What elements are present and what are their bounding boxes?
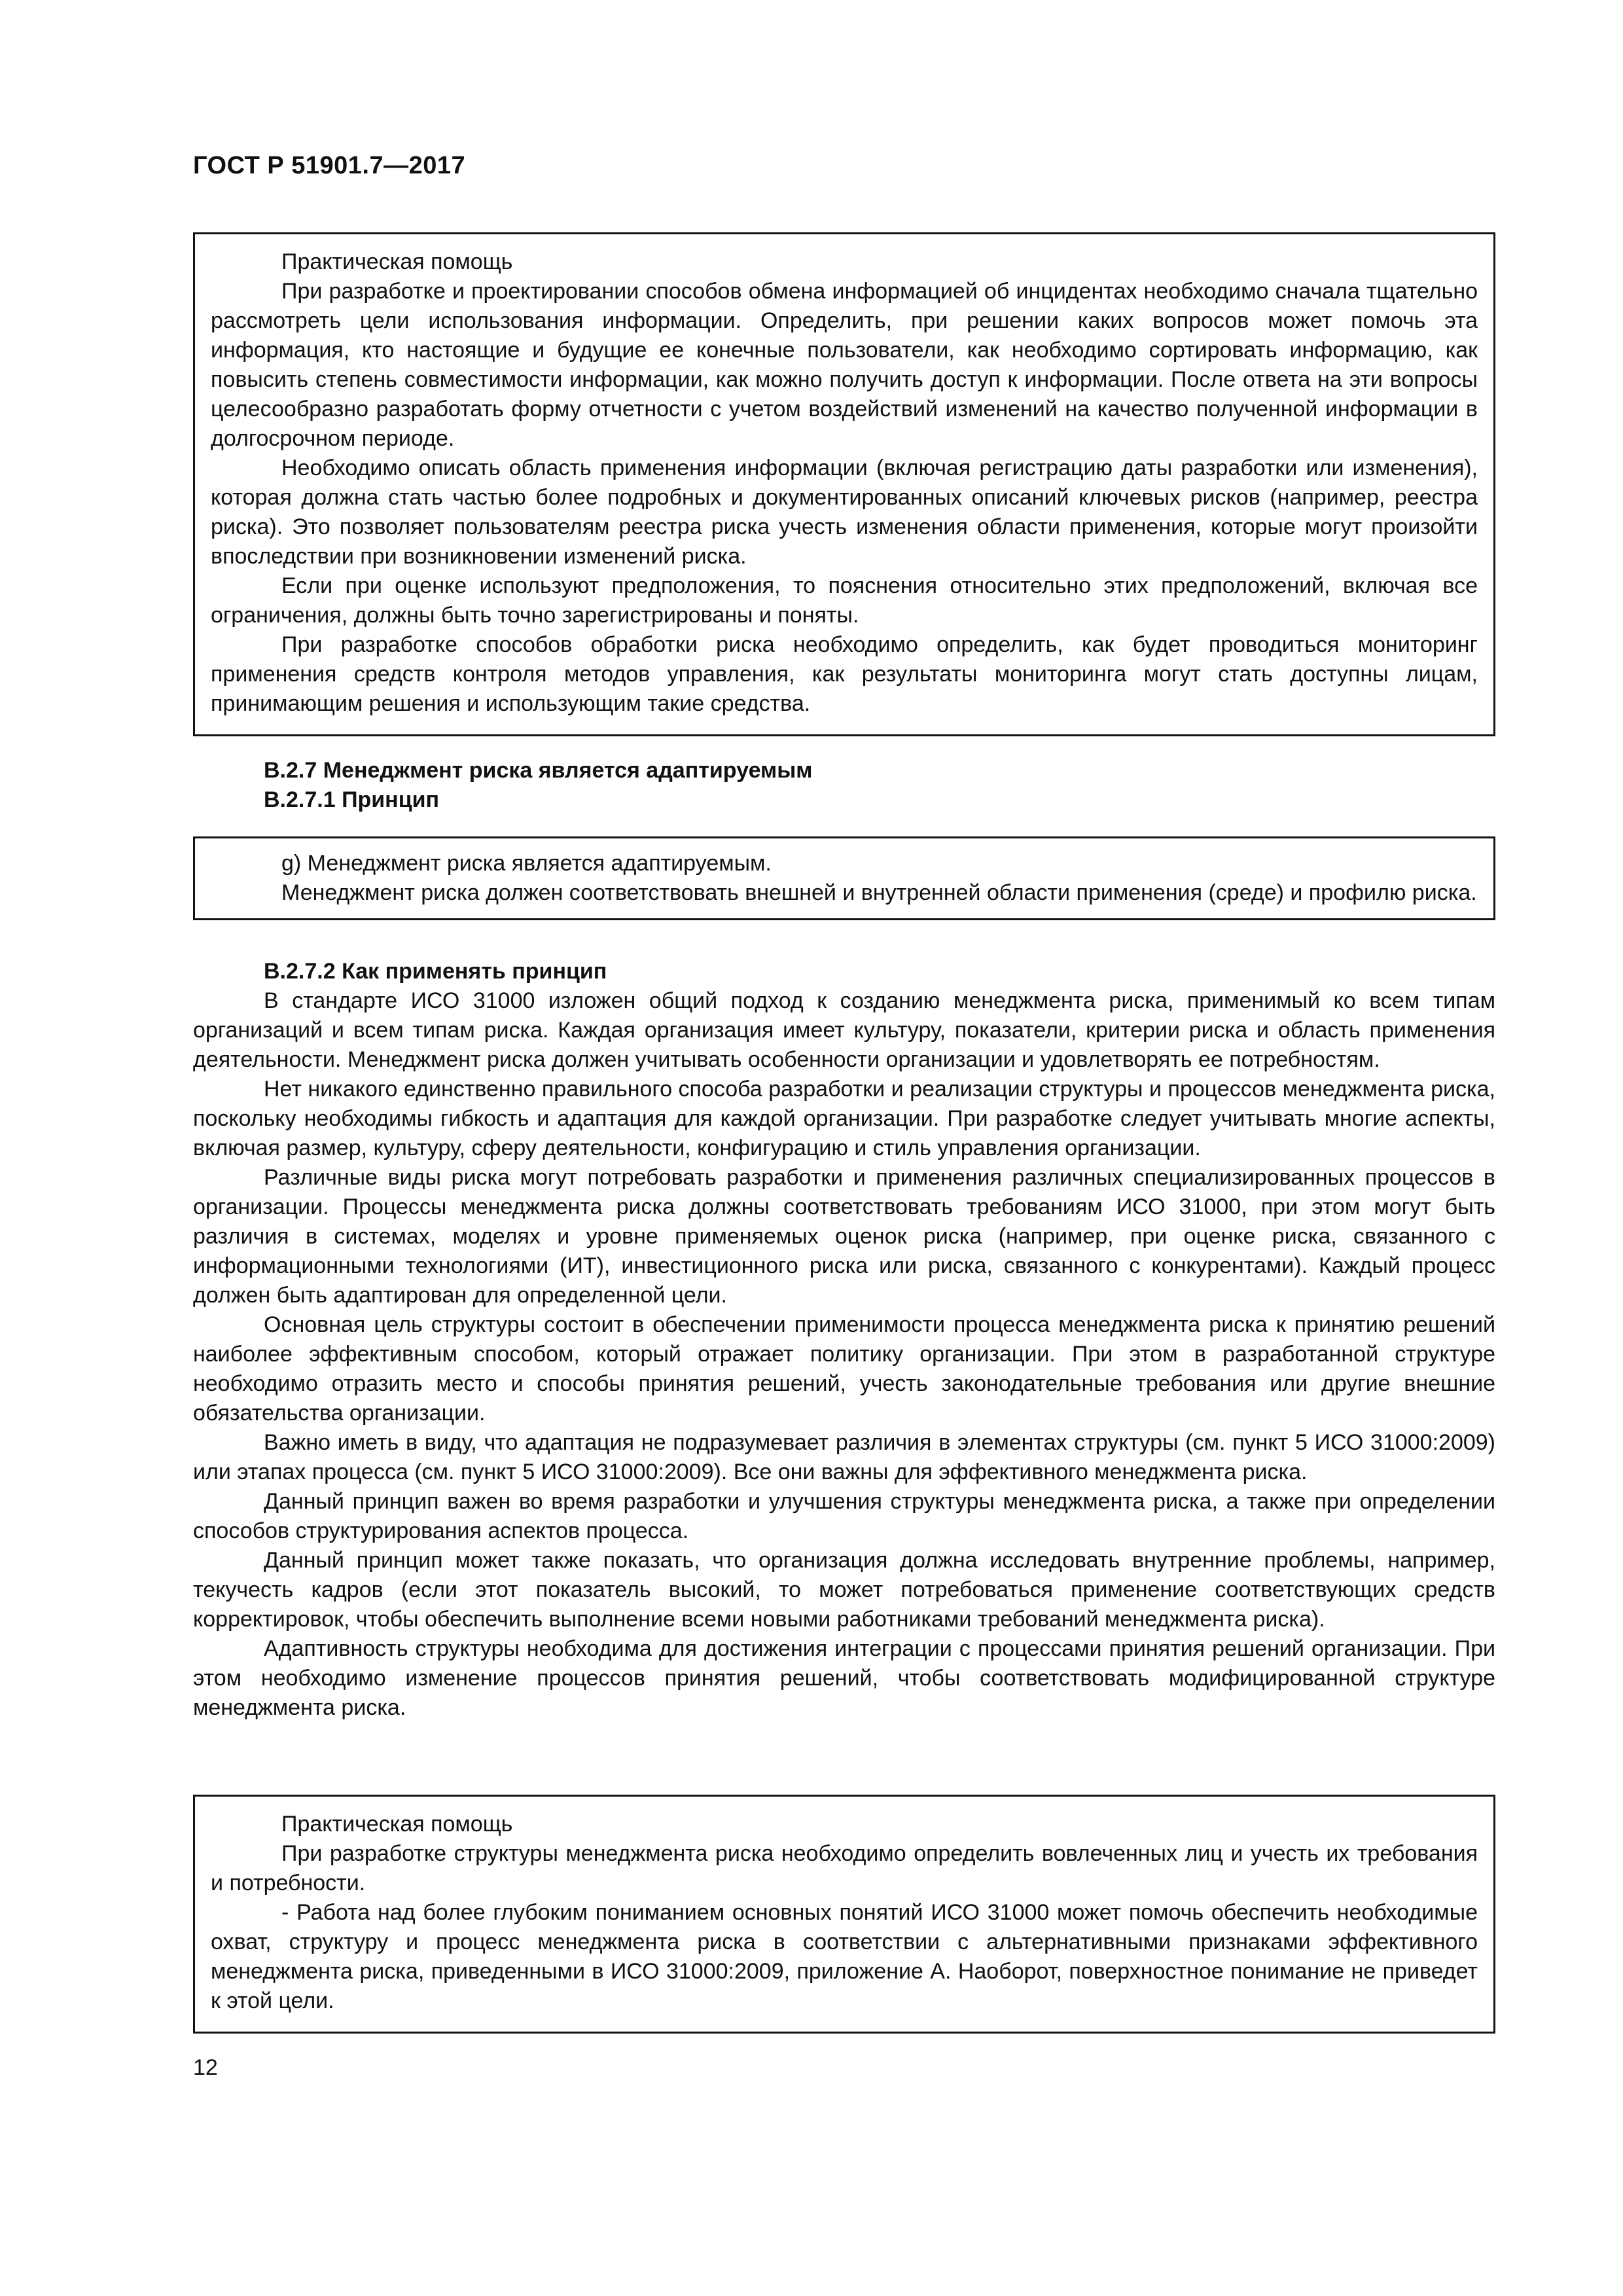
box-title: Практическая помощь (281, 1812, 513, 1837)
body-paragraph: Различные виды риска могут потребовать разработки и применения различных специализированных процессов в организации. Процессы менеджмента риска должны соответствовать требованиям ИСО 31000, при этом могут быть различия в системах, моделях и уровне применяемых оценок риска (например, при оценке риска, связанного с информационными технологиями (ИТ), инвестиционного риска или риска, связанного с конкурентами). Каждый процесс должен быть адаптирован для определенной цели. (193, 1165, 1495, 1308)
practical-help-box (193, 232, 1495, 736)
body-paragraph: Важно иметь в виду, что адаптация не подразумевает различия в элементах структуры (см. пункт 5 ИСО 31000:2009) или этапах процесса (см. пункт 5 ИСО 31000:2009). Все они важны для эффективного менеджмента риска. (193, 1430, 1495, 1484)
principle-box (193, 836, 1495, 920)
section-heading-b272: В.2.7.2 Как применять принцип (264, 959, 607, 984)
body-paragraph: Нет никакого единственно правильного способа разработки и реализации структуры и процессов менеджмента риска, поскольку необходимы гибкость и адаптация для каждой организации. При разработке следует учитывать многие аспекты, включая размер, культуру, сферу деятельности, конфигурацию и стиль управления организации. (193, 1077, 1495, 1160)
box-paragraph: - Работа над более глубоким пониманием основных понятий ИСО 31000 может помочь обеспечить необходимые охват, структуру и процесс менеджмента риска в соответствии с альтернативными признаками эффективного менеджмента риска, приведенными в ИСО 31000:2009, приложение А. Наоборот, поверхностное понимание не приведет к этой цели. (211, 1900, 1478, 2013)
document-header: ГОСТ Р 51901.7—2017 (193, 152, 466, 179)
box-paragraph: При разработке способов обработки риска необходимо определить, как будет проводиться мониторинг применения средств контроля методов управления, как результаты мониторинга могут стать доступны лицам, принимающим решения и использующим такие средства. (211, 632, 1478, 716)
body-paragraph: В стандарте ИСО 31000 изложен общий подход к созданию менеджмента риска, применимый ко всем типам организаций и всем типам риска. Каждая организация имеет культуру, показатели, критерии риска и область применения деятельности. Менеджмент риска должен учитывать особенности организации и удовлетворять ее потребностям. (193, 988, 1495, 1072)
body-paragraph: Основная цель структуры состоит в обеспечении применимости процесса менеджмента риска к принятию решений наиболее эффективным способом, который отражает политику организации. При этом в разработанной структуре необходимо отразить место и способы принятия решений, учесть законодательные требования или другие внешние обязательства организации. (193, 1312, 1495, 1426)
box-paragraph: Если при оценке используют предположения, то пояснения относительно этих предположений, включая все ограничения, должны быть точно зарегистрированы и поняты. (211, 573, 1478, 628)
section-heading-b27: В.2.7 Менеджмент риска является адаптируемым (264, 758, 813, 783)
body-paragraph: Данный принцип может также показать, что организация должна исследовать внутренние проблемы, например, текучесть кадров (если этот показатель высокий, то может потребоваться применение соответствующих средств корректировок, чтобы обеспечить выполнение всеми новыми работниками требований менеджмента риска). (193, 1548, 1495, 1632)
box-paragraph: При разработке структуры менеджмента риска необходимо определить вовлеченных лиц и учесть их требования и потребности. (211, 1841, 1478, 1895)
principle-description: Менеджмент риска должен соответствовать внешней и внутренней области применения (среде) и профилю риска. (281, 880, 1477, 905)
section-body (193, 957, 1495, 1723)
box-title: Практическая помощь (281, 249, 513, 274)
body-paragraph: Адаптивность структуры необходима для достижения интеграции с процессами принятия решений организации. При этом необходимо изменение процессов принятия решений, чтобы соответствовать модифицированной структуре менеджмента риска. (193, 1636, 1495, 1720)
principle-statement: g) Менеджмент риска является адаптируемым. (281, 851, 772, 876)
section-heading-b271: В.2.7.1 Принцип (264, 787, 440, 812)
page-number: 12 (193, 2055, 218, 2080)
practical-help-box-2 (193, 1795, 1495, 2034)
body-paragraph: Данный принцип важен во время разработки и улучшения структуры менеджмента риска, а также при определении способов структурирования аспектов процесса. (193, 1489, 1495, 1543)
box-paragraph: При разработке и проектировании способов обмена информацией об инцидентах необходимо сначала тщательно рассмотреть цели использования информации. Определить, при решении каких вопросов может помочь эта информация, кто настоящие и будущие ее конечные пользователи, как необходимо сортировать информацию, как повысить степень совместимости информации, как можно получить доступ к информации. После ответа на эти вопросы целесообразно разработать форму отчетности с учетом воздействий изменений на качество полученной информации в долгосрочном периоде. (211, 279, 1478, 451)
box-paragraph: Необходимо описать область применения информации (включая регистрацию даты разработки или изменения), которая должна стать частью более подробных и документированных описаний ключевых рисков (например, реестра риска). Это позволяет пользователям реестра риска учесть изменения области применения, которые могут произойти впоследствии при возникновении изменений риска. (211, 456, 1478, 569)
